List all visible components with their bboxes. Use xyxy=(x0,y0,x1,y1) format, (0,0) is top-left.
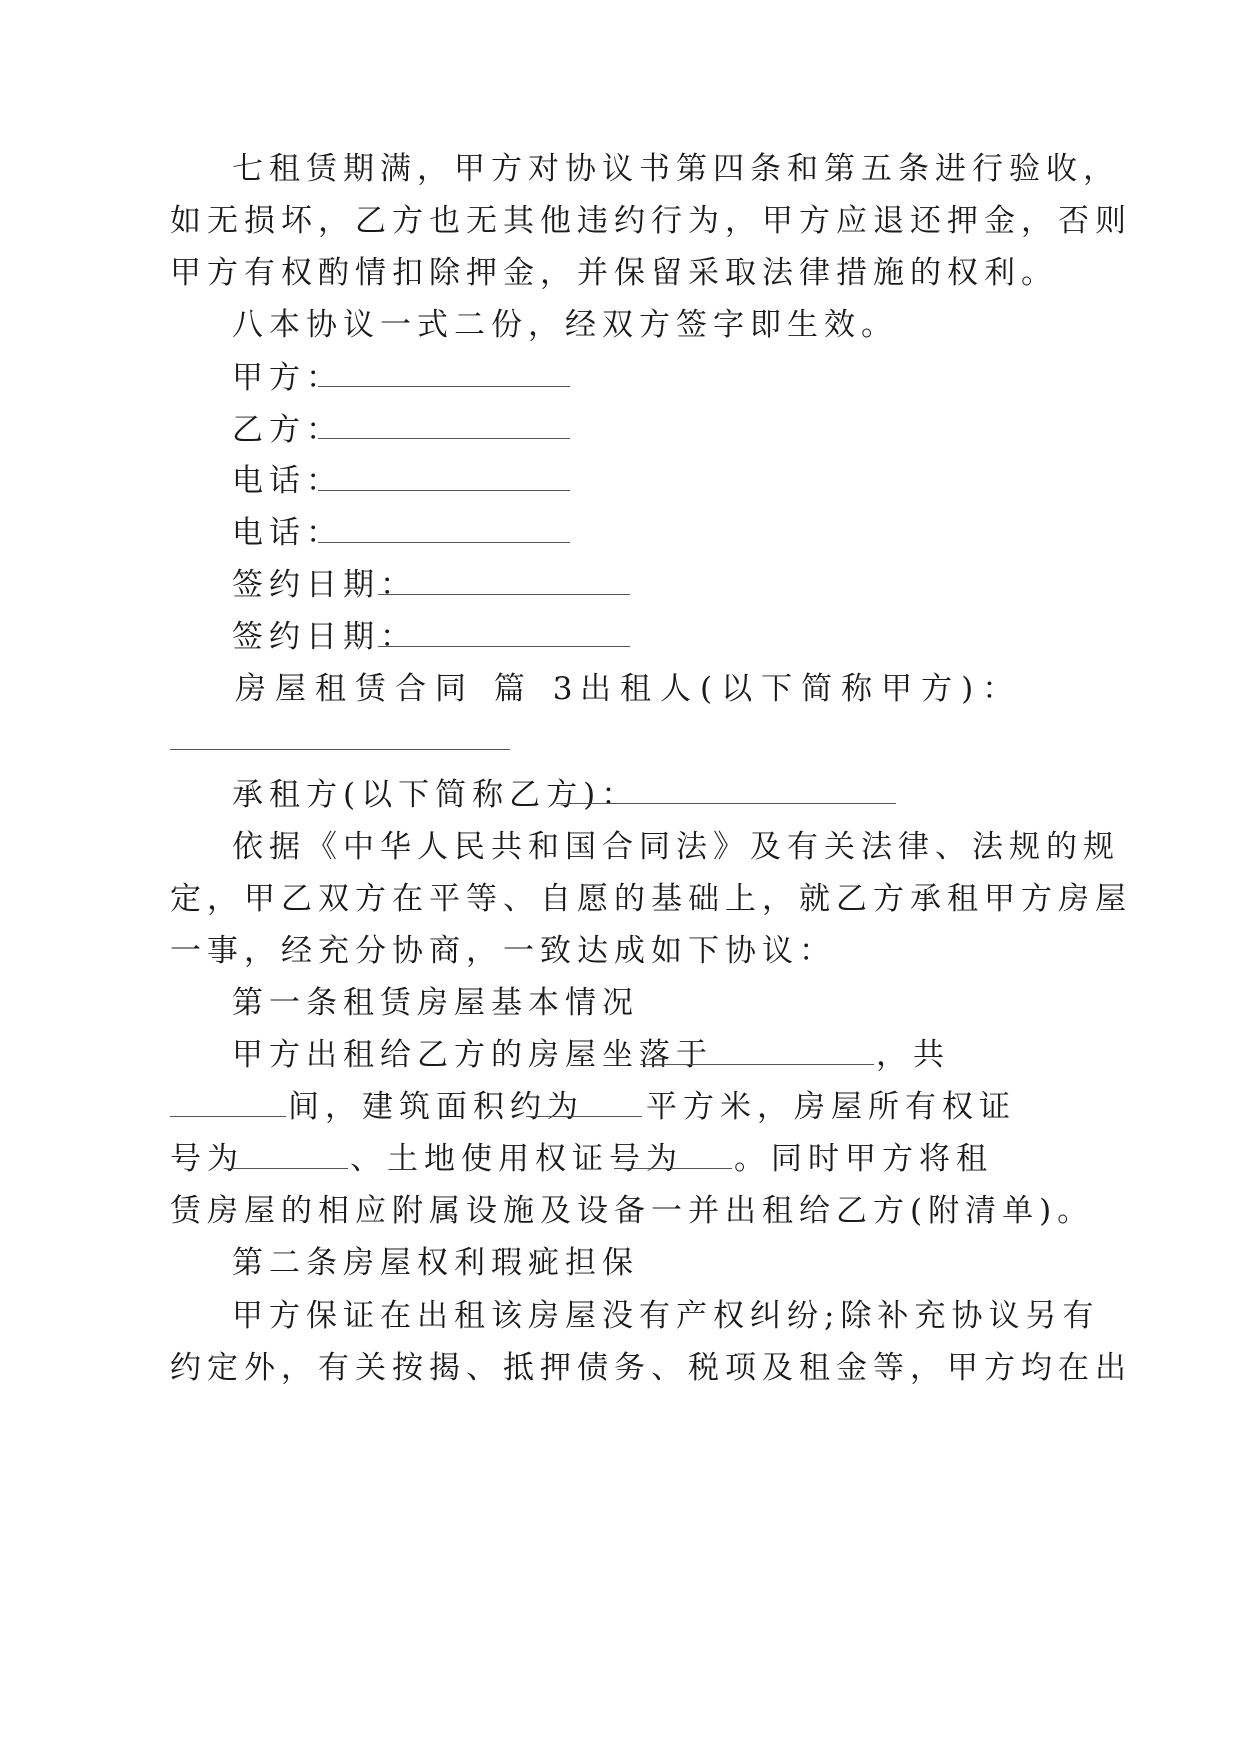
area-blank xyxy=(526,1116,642,1117)
address-blank xyxy=(640,1064,874,1065)
paragraph-line: 七租赁期满，甲方对协议书第四条和第五条进行验收， xyxy=(232,151,1120,187)
phone-label: 电话： xyxy=(232,515,343,551)
paragraph-line: 号为 xyxy=(170,1141,244,1177)
lessor-label: 出租人(以下简称甲方)： xyxy=(580,671,1023,707)
paragraph-line: 甲方出租给乙方的房屋坐落于 xyxy=(232,1037,713,1073)
sign-date-label: 签约日期： xyxy=(232,567,417,603)
ownership-cert-blank xyxy=(230,1168,348,1169)
paragraph-line: 一事，经充分协商，一致达成如下协议： xyxy=(170,933,836,969)
contract-heading: 房屋租赁合同 篇 3 xyxy=(235,671,582,707)
paragraph-line: 甲方保证在出租该房屋没有产权纠纷;除补充协议另有 xyxy=(232,1298,1100,1334)
paragraph-line: 如无损坏，乙方也无其他违约行为，甲方应退还押金，否则 xyxy=(170,203,1132,239)
paragraph-line: ，共 xyxy=(876,1037,950,1073)
sign-date-blank xyxy=(378,594,630,595)
phone-blank xyxy=(318,542,570,543)
article-title: 第一条租赁房屋基本情况 xyxy=(232,985,639,1021)
paragraph-line: 依据《中华人民共和国合同法》及有关法律、法规的规 xyxy=(232,829,1120,865)
paragraph-line: 、土地使用权证号为 xyxy=(350,1141,683,1177)
signature-label-party-b: 乙方： xyxy=(232,412,343,448)
signature-blank xyxy=(318,438,570,439)
article-title: 第二条房屋权利瑕疵担保 xyxy=(232,1245,639,1281)
paragraph-line: 约定外，有关按揭、抵押债务、税项及租金等，甲方均在出 xyxy=(170,1350,1132,1386)
sign-date-label: 签约日期： xyxy=(232,619,417,655)
paragraph-line: 平方米，房屋所有权证 xyxy=(646,1089,1016,1125)
land-cert-blank xyxy=(614,1168,732,1169)
paragraph-line: 赁房屋的相应附属设施及设备一并出租给乙方(附清单)。 xyxy=(170,1193,1095,1229)
lessor-blank xyxy=(170,749,510,750)
signature-label-party-a: 甲方： xyxy=(232,360,343,396)
rooms-blank xyxy=(170,1116,286,1117)
lessee-label: 承租方(以下简称乙方)： xyxy=(232,777,639,813)
paragraph-line: 甲方有权酌情扣除押金，并保留采取法律措施的权利。 xyxy=(170,255,1058,291)
lessee-blank xyxy=(556,803,896,804)
paragraph-line: 间，建筑面积约为 xyxy=(288,1089,584,1125)
phone-blank xyxy=(318,490,570,491)
paragraph-line: 。同时甲方将租 xyxy=(734,1141,993,1177)
signature-blank xyxy=(318,386,570,387)
phone-label: 电话： xyxy=(232,463,343,499)
paragraph-line: 八本协议一式二份，经双方签字即生效。 xyxy=(232,307,898,343)
sign-date-blank xyxy=(378,646,630,647)
paragraph-line: 定，甲乙双方在平等、自愿的基础上，就乙方承租甲方房屋 xyxy=(170,881,1132,917)
